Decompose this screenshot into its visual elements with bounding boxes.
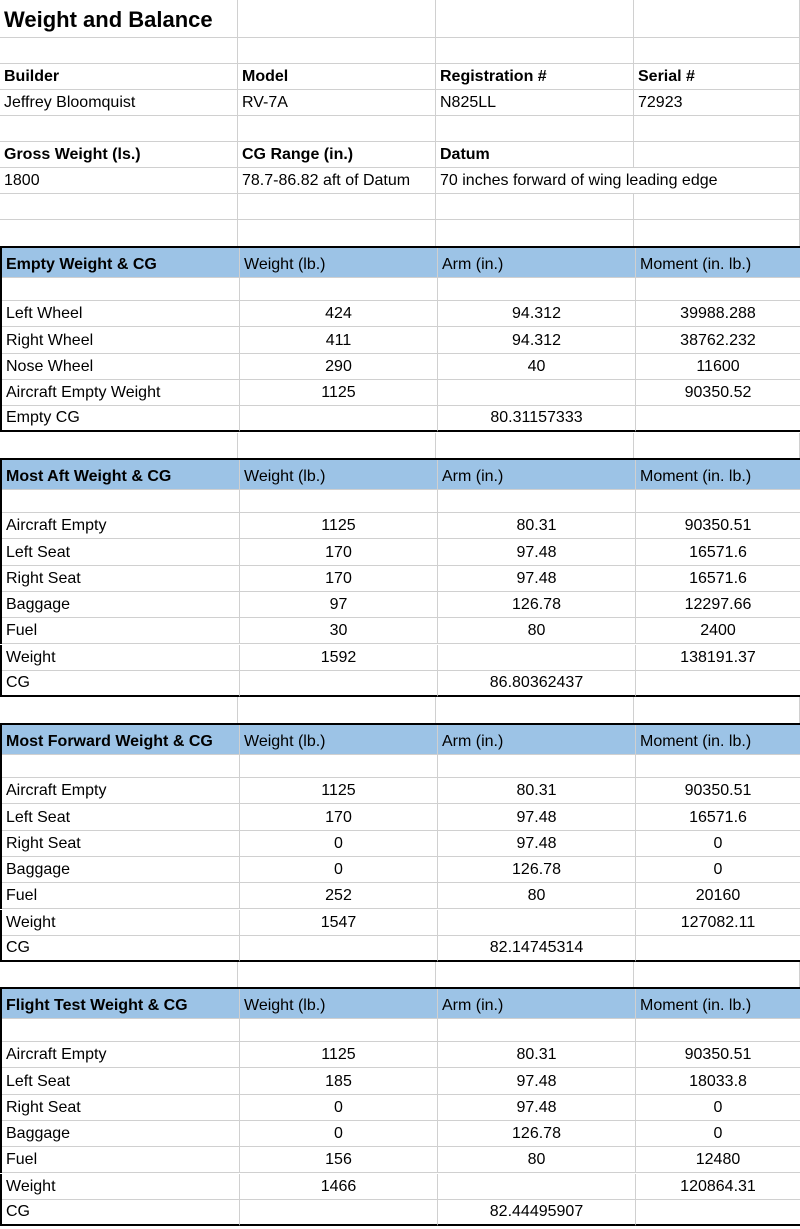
data-row bbox=[0, 910, 800, 936]
arm-column-header[interactable]: Arm (in.) bbox=[438, 460, 636, 490]
row-label[interactable]: Weight bbox=[2, 910, 240, 936]
moment-cell[interactable]: 138191.37 bbox=[636, 645, 800, 671]
arm-cell[interactable] bbox=[438, 645, 636, 671]
empty-cell[interactable] bbox=[438, 1017, 636, 1042]
weight-cell[interactable]: 170 bbox=[240, 804, 438, 830]
data-row bbox=[0, 1147, 800, 1173]
row-label[interactable]: Right Wheel bbox=[2, 327, 240, 353]
section-header-row bbox=[0, 458, 800, 490]
row-label[interactable]: Fuel bbox=[2, 1147, 240, 1173]
arm-column-header[interactable]: Arm (in.) bbox=[438, 248, 636, 278]
moment-cell[interactable]: 90350.51 bbox=[636, 513, 800, 539]
cg-range-value[interactable]: 78.7-86.82 aft of Datum bbox=[238, 168, 436, 194]
blank-row bbox=[0, 697, 800, 725]
data-row bbox=[0, 1174, 800, 1200]
row-label[interactable]: Left Seat bbox=[2, 1068, 240, 1094]
cg-label[interactable]: CG bbox=[2, 936, 240, 962]
data-row bbox=[0, 778, 800, 804]
moment-column-header[interactable]: Moment (in. lb.) bbox=[636, 725, 800, 755]
empty-cell[interactable] bbox=[436, 0, 634, 38]
arm-cell[interactable]: 80.31 bbox=[438, 513, 636, 539]
empty-cell[interactable] bbox=[634, 433, 800, 461]
empty-cell[interactable] bbox=[438, 488, 636, 513]
empty-cell[interactable] bbox=[2, 753, 240, 778]
arm-cell[interactable]: 97.48 bbox=[438, 566, 636, 592]
moment-cell[interactable]: 120864.31 bbox=[636, 1174, 800, 1200]
sheet-title[interactable]: Weight and Balance bbox=[0, 0, 238, 38]
row-label[interactable]: Right Seat bbox=[2, 566, 240, 592]
data-row bbox=[0, 513, 800, 539]
section-title[interactable]: Flight Test Weight & CG bbox=[2, 989, 240, 1019]
empty-cell[interactable] bbox=[436, 433, 634, 461]
cg-label[interactable]: CG bbox=[2, 1200, 240, 1226]
blank-row bbox=[0, 962, 800, 989]
arm-cell[interactable]: 97.48 bbox=[438, 831, 636, 857]
empty-cell[interactable] bbox=[238, 962, 436, 989]
cg-value[interactable]: 82.44495907 bbox=[438, 1200, 636, 1226]
model-value[interactable]: RV-7A bbox=[238, 90, 436, 116]
empty-cell[interactable] bbox=[240, 671, 438, 697]
weight-cell[interactable]: 1125 bbox=[240, 1042, 438, 1068]
weight-cell[interactable]: 1125 bbox=[240, 513, 438, 539]
empty-cell[interactable] bbox=[636, 671, 800, 697]
data-row bbox=[0, 1095, 800, 1121]
gross-weight-label[interactable]: Gross Weight (ls.) bbox=[0, 142, 238, 168]
moment-cell[interactable]: 2400 bbox=[636, 618, 800, 644]
data-row bbox=[0, 804, 800, 830]
arm-cell[interactable]: 94.312 bbox=[438, 301, 636, 327]
data-row bbox=[0, 857, 800, 883]
empty-cell[interactable] bbox=[636, 936, 800, 962]
empty-cell[interactable] bbox=[238, 0, 436, 38]
weight-column-header[interactable]: Weight (lb.) bbox=[240, 460, 438, 490]
empty-cell[interactable] bbox=[438, 276, 636, 301]
datum-value[interactable]: 70 inches forward of wing leading edge bbox=[436, 168, 800, 194]
arm-cell[interactable]: 97.48 bbox=[438, 1068, 636, 1094]
empty-cell[interactable] bbox=[2, 1017, 240, 1042]
blank-row bbox=[0, 194, 800, 220]
empty-cell[interactable] bbox=[436, 194, 634, 220]
empty-cell[interactable] bbox=[634, 962, 800, 989]
weight-cell[interactable]: 1125 bbox=[240, 380, 438, 406]
empty-cell[interactable] bbox=[634, 220, 800, 248]
moment-cell[interactable]: 12297.66 bbox=[636, 592, 800, 618]
section-header-row bbox=[0, 246, 800, 278]
cg-row bbox=[0, 1200, 800, 1226]
blank-row bbox=[0, 220, 800, 248]
empty-cell[interactable] bbox=[636, 1017, 800, 1042]
blank-row bbox=[0, 488, 800, 513]
spec-header-row bbox=[0, 142, 800, 168]
weight-cell[interactable]: 0 bbox=[240, 1095, 438, 1121]
moment-column-header[interactable]: Moment (in. lb.) bbox=[636, 248, 800, 278]
cg-value[interactable]: 82.14745314 bbox=[438, 936, 636, 962]
empty-cell[interactable] bbox=[438, 753, 636, 778]
section-header-row bbox=[0, 987, 800, 1019]
cg-value[interactable]: 80.31157333 bbox=[438, 406, 636, 432]
arm-cell[interactable]: 80 bbox=[438, 618, 636, 644]
empty-cell[interactable] bbox=[436, 962, 634, 989]
moment-cell[interactable]: 90350.52 bbox=[636, 380, 800, 406]
empty-cell[interactable] bbox=[436, 697, 634, 725]
weight-cell[interactable]: 97 bbox=[240, 592, 438, 618]
blank-row bbox=[0, 116, 800, 142]
row-label[interactable]: Weight bbox=[2, 645, 240, 671]
serial-label[interactable]: Serial # bbox=[634, 64, 800, 90]
data-row bbox=[0, 618, 800, 644]
empty-cell[interactable] bbox=[634, 116, 800, 142]
row-label[interactable]: Right Seat bbox=[2, 1095, 240, 1121]
weight-cell[interactable]: 170 bbox=[240, 566, 438, 592]
weight-cell[interactable]: 30 bbox=[240, 618, 438, 644]
row-label[interactable]: Left Seat bbox=[2, 804, 240, 830]
moment-column-header[interactable]: Moment (in. lb.) bbox=[636, 989, 800, 1019]
empty-cell[interactable] bbox=[240, 276, 438, 301]
empty-cell[interactable] bbox=[238, 220, 436, 248]
arm-cell[interactable]: 126.78 bbox=[438, 1121, 636, 1147]
moment-cell[interactable]: 12480 bbox=[636, 1147, 800, 1173]
gross-weight-value[interactable]: 1800 bbox=[0, 168, 238, 194]
data-row bbox=[0, 592, 800, 618]
data-row bbox=[0, 1042, 800, 1068]
info-value-row bbox=[0, 90, 800, 116]
empty-cell[interactable] bbox=[0, 116, 238, 142]
weight-cell[interactable]: 411 bbox=[240, 327, 438, 353]
empty-cell[interactable] bbox=[634, 142, 800, 168]
weight-cell[interactable]: 0 bbox=[240, 857, 438, 883]
moment-cell[interactable]: 90350.51 bbox=[636, 1042, 800, 1068]
moment-cell[interactable]: 16571.6 bbox=[636, 539, 800, 565]
weight-cell[interactable]: 0 bbox=[240, 831, 438, 857]
cg-label[interactable]: Empty CG bbox=[2, 406, 240, 432]
blank-row bbox=[0, 1017, 800, 1042]
section-header-row bbox=[0, 723, 800, 755]
builder-label[interactable]: Builder bbox=[0, 64, 238, 90]
row-label[interactable]: Fuel bbox=[2, 618, 240, 644]
row-label[interactable]: Baggage bbox=[2, 857, 240, 883]
empty-cell[interactable] bbox=[240, 1017, 438, 1042]
moment-cell[interactable]: 11600 bbox=[636, 354, 800, 380]
arm-cell[interactable]: 94.312 bbox=[438, 327, 636, 353]
arm-cell[interactable] bbox=[438, 1174, 636, 1200]
row-label[interactable]: Baggage bbox=[2, 1121, 240, 1147]
data-row bbox=[0, 354, 800, 380]
moment-cell[interactable]: 0 bbox=[636, 857, 800, 883]
moment-column-header[interactable]: Moment (in. lb.) bbox=[636, 460, 800, 490]
empty-cell[interactable] bbox=[0, 194, 238, 220]
moment-cell[interactable]: 0 bbox=[636, 1121, 800, 1147]
data-row bbox=[0, 301, 800, 327]
row-label[interactable]: Right Seat bbox=[2, 831, 240, 857]
arm-cell[interactable] bbox=[438, 910, 636, 936]
moment-cell[interactable]: 39988.288 bbox=[636, 301, 800, 327]
builder-value[interactable]: Jeffrey Bloomquist bbox=[0, 90, 238, 116]
spec-value-row bbox=[0, 168, 800, 194]
arm-cell[interactable]: 97.48 bbox=[438, 539, 636, 565]
data-row bbox=[0, 380, 800, 406]
arm-cell[interactable]: 97.48 bbox=[438, 804, 636, 830]
arm-cell[interactable]: 80 bbox=[438, 883, 636, 909]
empty-cell[interactable] bbox=[238, 116, 436, 142]
cg-row bbox=[0, 406, 800, 432]
section-title[interactable]: Most Aft Weight & CG bbox=[2, 460, 240, 490]
empty-cell[interactable] bbox=[636, 276, 800, 301]
empty-cell[interactable] bbox=[238, 194, 436, 220]
cg-row bbox=[0, 936, 800, 962]
row-label[interactable]: Aircraft Empty Weight bbox=[2, 380, 240, 406]
weight-cell[interactable]: 290 bbox=[240, 354, 438, 380]
empty-cell[interactable] bbox=[634, 38, 800, 64]
empty-cell[interactable] bbox=[2, 276, 240, 301]
cg-value[interactable]: 86.80362437 bbox=[438, 671, 636, 697]
empty-cell[interactable] bbox=[238, 433, 436, 461]
data-row bbox=[0, 883, 800, 909]
info-header-row bbox=[0, 64, 800, 90]
registration-value[interactable]: N825LL bbox=[436, 90, 634, 116]
empty-cell[interactable] bbox=[240, 936, 438, 962]
moment-cell[interactable]: 127082.11 bbox=[636, 910, 800, 936]
weight-cell[interactable]: 252 bbox=[240, 883, 438, 909]
datum-label[interactable]: Datum bbox=[436, 142, 634, 168]
empty-cell[interactable] bbox=[634, 194, 800, 220]
row-label[interactable]: Aircraft Empty bbox=[2, 513, 240, 539]
moment-cell[interactable]: 18033.8 bbox=[636, 1068, 800, 1094]
empty-cell[interactable] bbox=[636, 1200, 800, 1226]
weight-cell[interactable]: 170 bbox=[240, 539, 438, 565]
weight-column-header[interactable]: Weight (lb.) bbox=[240, 989, 438, 1019]
empty-cell[interactable] bbox=[636, 488, 800, 513]
row-label[interactable]: Weight bbox=[2, 1174, 240, 1200]
moment-cell[interactable]: 38762.232 bbox=[636, 327, 800, 353]
weight-column-header[interactable]: Weight (lb.) bbox=[240, 725, 438, 755]
empty-cell[interactable] bbox=[240, 488, 438, 513]
empty-cell[interactable] bbox=[436, 116, 634, 142]
moment-cell[interactable]: 16571.6 bbox=[636, 566, 800, 592]
arm-cell[interactable] bbox=[438, 380, 636, 406]
serial-value[interactable]: 72923 bbox=[634, 90, 800, 116]
empty-cell[interactable] bbox=[436, 220, 634, 248]
arm-cell[interactable]: 80.31 bbox=[438, 778, 636, 804]
empty-cell[interactable] bbox=[238, 697, 436, 725]
data-row bbox=[0, 645, 800, 671]
empty-cell[interactable] bbox=[634, 0, 800, 38]
empty-cell[interactable] bbox=[0, 697, 238, 725]
moment-cell[interactable]: 20160 bbox=[636, 883, 800, 909]
data-row bbox=[0, 1068, 800, 1094]
empty-cell[interactable] bbox=[0, 220, 238, 248]
data-row bbox=[0, 566, 800, 592]
empty-cell[interactable] bbox=[240, 753, 438, 778]
moment-cell[interactable]: 90350.51 bbox=[636, 778, 800, 804]
weight-cell[interactable]: 156 bbox=[240, 1147, 438, 1173]
blank-row bbox=[0, 276, 800, 301]
arm-cell[interactable]: 80.31 bbox=[438, 1042, 636, 1068]
moment-cell[interactable]: 0 bbox=[636, 1095, 800, 1121]
cg-range-label[interactable]: CG Range (in.) bbox=[238, 142, 436, 168]
cg-label[interactable]: CG bbox=[2, 671, 240, 697]
data-row bbox=[0, 327, 800, 353]
row-label[interactable]: Left Wheel bbox=[2, 301, 240, 327]
moment-cell[interactable]: 0 bbox=[636, 831, 800, 857]
section-title[interactable]: Most Forward Weight & CG bbox=[2, 725, 240, 755]
moment-cell[interactable]: 16571.6 bbox=[636, 804, 800, 830]
empty-cell[interactable] bbox=[636, 406, 800, 432]
arm-cell[interactable]: 126.78 bbox=[438, 857, 636, 883]
arm-cell[interactable]: 40 bbox=[438, 354, 636, 380]
section-title[interactable]: Empty Weight & CG bbox=[2, 248, 240, 278]
title-row bbox=[0, 0, 800, 38]
weight-cell[interactable]: 424 bbox=[240, 301, 438, 327]
row-label[interactable]: Aircraft Empty bbox=[2, 1042, 240, 1068]
cg-row bbox=[0, 671, 800, 697]
row-label[interactable]: Baggage bbox=[2, 592, 240, 618]
model-label[interactable]: Model bbox=[238, 64, 436, 90]
empty-cell[interactable] bbox=[238, 38, 436, 64]
empty-cell[interactable] bbox=[634, 697, 800, 725]
weight-cell[interactable]: 0 bbox=[240, 1121, 438, 1147]
empty-cell[interactable] bbox=[0, 962, 238, 989]
data-row bbox=[0, 831, 800, 857]
blank-row bbox=[0, 753, 800, 778]
row-label[interactable]: Fuel bbox=[2, 883, 240, 909]
empty-cell[interactable] bbox=[240, 406, 438, 432]
empty-cell[interactable] bbox=[2, 488, 240, 513]
arm-column-header[interactable]: Arm (in.) bbox=[438, 725, 636, 755]
arm-cell[interactable]: 80 bbox=[438, 1147, 636, 1173]
empty-cell[interactable] bbox=[240, 1200, 438, 1226]
arm-cell[interactable]: 126.78 bbox=[438, 592, 636, 618]
empty-cell[interactable] bbox=[636, 753, 800, 778]
data-row bbox=[0, 539, 800, 565]
row-label[interactable]: Aircraft Empty bbox=[2, 778, 240, 804]
weight-cell[interactable]: 1466 bbox=[240, 1174, 438, 1200]
weight-cell[interactable]: 1592 bbox=[240, 645, 438, 671]
row-label[interactable]: Nose Wheel bbox=[2, 354, 240, 380]
weight-cell[interactable]: 1547 bbox=[240, 910, 438, 936]
blank-row bbox=[0, 38, 800, 64]
data-row bbox=[0, 1121, 800, 1147]
blank-row bbox=[0, 433, 800, 461]
weight-column-header[interactable]: Weight (lb.) bbox=[240, 248, 438, 278]
weight-cell[interactable]: 185 bbox=[240, 1068, 438, 1094]
arm-cell[interactable]: 97.48 bbox=[438, 1095, 636, 1121]
arm-column-header[interactable]: Arm (in.) bbox=[438, 989, 636, 1019]
registration-label[interactable]: Registration # bbox=[436, 64, 634, 90]
empty-cell[interactable] bbox=[436, 38, 634, 64]
empty-cell[interactable] bbox=[0, 38, 238, 64]
weight-cell[interactable]: 1125 bbox=[240, 778, 438, 804]
row-label[interactable]: Left Seat bbox=[2, 539, 240, 565]
empty-cell[interactable] bbox=[0, 433, 238, 461]
